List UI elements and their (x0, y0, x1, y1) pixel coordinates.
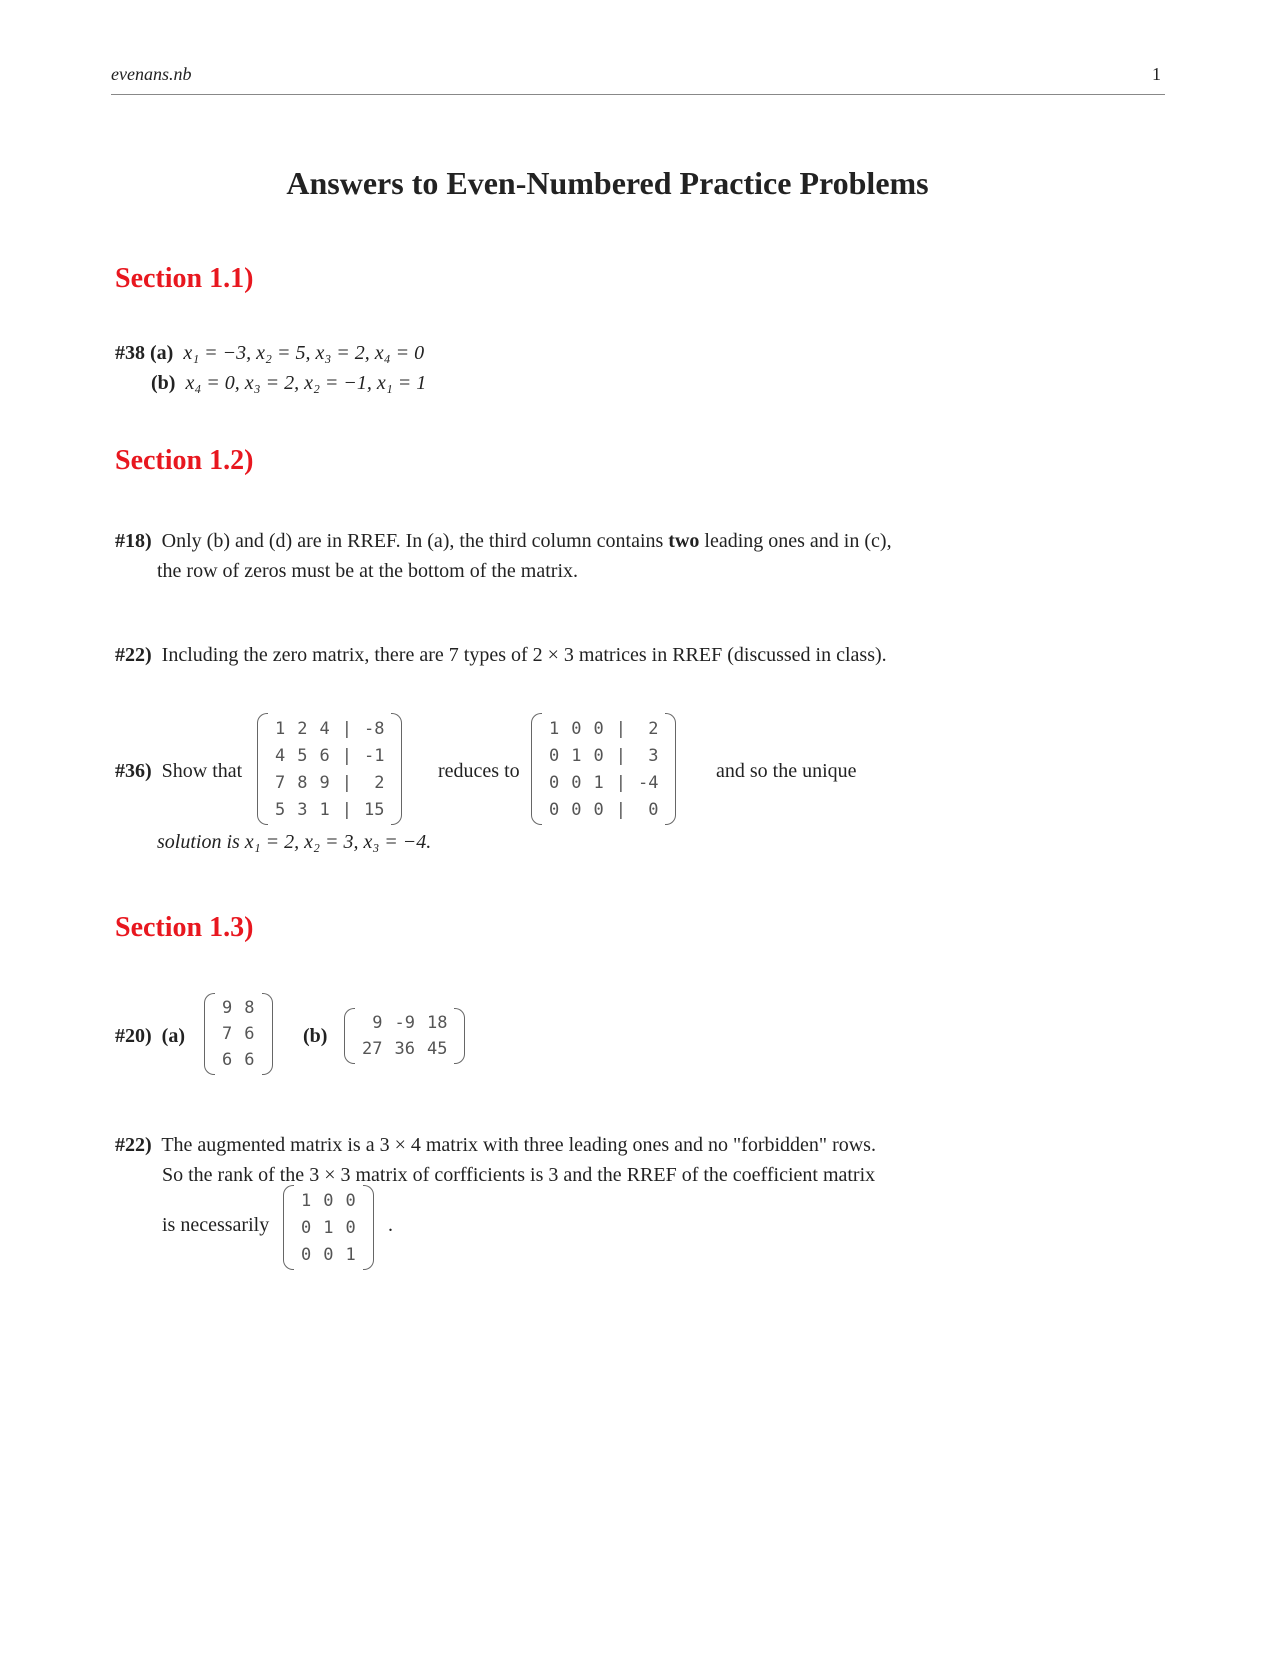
matrix-cell: 0 (571, 772, 582, 793)
problem-20-a-label: (a) (161, 1025, 185, 1047)
matrix-cell: 1 (571, 745, 582, 766)
problem-20-label: #20) (115, 1025, 152, 1047)
problem-18-emphasis: two (668, 530, 700, 552)
matrix-cell: 6 (222, 1050, 233, 1070)
matrix-cell: 0 (648, 799, 659, 820)
matrix-separator: | (341, 745, 352, 766)
problem-22-section-1-2 (115, 643, 887, 667)
problem-18-text-b: leading ones and in (c), (704, 530, 892, 552)
matrix-row (295, 1214, 362, 1241)
right-parenthesis (665, 713, 676, 825)
matrix-cell: 27 (362, 1039, 383, 1059)
problem-22a-label: #22) (115, 644, 152, 666)
matrix-cell: 0 (571, 718, 582, 739)
matrix-cell: -9 (394, 1013, 415, 1033)
matrix-cell: 6 (319, 745, 330, 766)
matrix-cell: 8 (297, 772, 308, 793)
matrix-cell: 0 (549, 745, 560, 766)
matrix-cell: 5 (297, 745, 308, 766)
matrix-cell: 15 (364, 799, 385, 820)
matrix-row (269, 742, 390, 769)
matrix-cell: 18 (426, 1013, 448, 1033)
problem-38-part-b (151, 371, 426, 395)
matrix-cell: 9 (372, 1013, 383, 1033)
problem-36-intro (115, 759, 242, 783)
matrix-cell: 8 (244, 998, 255, 1018)
problem-18-line-1 (115, 529, 892, 553)
matrix-cell: 9 (222, 998, 233, 1018)
matrix-row (269, 715, 390, 742)
file-name: evenans.nb (111, 64, 192, 84)
matrix-cell: 0 (593, 718, 604, 739)
matrix-separator: | (615, 745, 626, 766)
problem-38-b-label: (b) (151, 372, 176, 394)
left-parenthesis (344, 1008, 355, 1064)
matrix-cell: 0 (301, 1217, 312, 1238)
matrix-separator: | (341, 799, 352, 820)
matrix-cell: 1 (323, 1217, 334, 1238)
matrix-row (356, 1010, 453, 1036)
left-parenthesis (283, 1185, 294, 1270)
problem-20-b-label: (b) (303, 1025, 328, 1047)
problem-22b-line-2: So the rank of the 3 × 3 matrix of corfficients is 3 and the RREF of the coefficient matrix (162, 1164, 876, 1186)
solution-text: solution is x₁ = 2, x₂ = 3, x₃ = −4. (157, 831, 432, 853)
matrix-separator: | (341, 772, 352, 793)
matrix-cell: 0 (323, 1244, 334, 1265)
matrix-20-b (344, 1008, 465, 1064)
matrix-cell: 4 (319, 718, 330, 739)
matrix-20-a (204, 993, 273, 1075)
problem-22b-line-1 (115, 1133, 876, 1157)
matrix-separator: | (615, 772, 626, 793)
matrix-cell: 0 (549, 799, 560, 820)
problem-38-a-label: (a) (150, 342, 174, 364)
matrix-cell: -4 (638, 772, 659, 793)
matrix-separator: | (615, 799, 626, 820)
matrix-row (356, 1036, 453, 1062)
matrix-cell: 1 (301, 1190, 312, 1211)
matrix-cell: 0 (593, 745, 604, 766)
matrix-row (295, 1241, 362, 1268)
problem-22a-text: Including the zero matrix, there are 7 types of 2 × 3 matrices in RREF (discussed in class). (161, 644, 887, 666)
matrix-cell: 2 (648, 718, 659, 739)
matrix-cell: 2 (297, 718, 308, 739)
right-parenthesis (262, 993, 273, 1075)
problem-36-solution (157, 830, 431, 854)
matrix-cell: -1 (364, 745, 385, 766)
problem-38-b-answer: x₄ = 0, x₃ = 2, x₂ = −1, x₁ = 1 (185, 372, 427, 394)
matrix-row (543, 715, 664, 742)
problem-36-show-that: Show that (161, 760, 243, 782)
right-parenthesis (391, 713, 402, 825)
problem-18-label: #18) (115, 530, 152, 552)
matrix-36-rref (531, 713, 676, 825)
section-1-2-heading: Section 1.2) (115, 445, 254, 476)
matrix-36-augmented (257, 713, 402, 825)
matrix-cell: 0 (301, 1244, 312, 1265)
matrix-cell: 0 (549, 772, 560, 793)
matrix-separator: | (615, 718, 626, 739)
matrix-cell: -8 (364, 718, 385, 739)
matrix-cell: 3 (648, 745, 659, 766)
matrix-table (216, 995, 261, 1073)
matrix-cell: 6 (244, 1050, 255, 1070)
problem-22b-text-1: The augmented matrix is a 3 × 4 matrix with three leading ones and no "forbidden" rows. (161, 1134, 876, 1156)
problem-20-b (303, 1024, 327, 1048)
left-parenthesis (531, 713, 542, 825)
matrix-cell: 0 (345, 1190, 356, 1211)
matrix-cell: 7 (275, 772, 286, 793)
matrix-cell: 0 (593, 799, 604, 820)
matrix-cell: 45 (426, 1039, 448, 1059)
matrix-cell: 1 (593, 772, 604, 793)
matrix-row (295, 1187, 362, 1214)
problem-38-label: #38 (115, 342, 145, 364)
period: . (388, 1214, 393, 1236)
problem-20-a (115, 1024, 185, 1048)
right-parenthesis (363, 1185, 374, 1270)
section-1-3-heading: Section 1.3) (115, 912, 254, 943)
matrix-table (269, 715, 390, 823)
matrix-table (295, 1187, 362, 1268)
matrix-cell: 0 (571, 799, 582, 820)
reduces-to-text: reduces to (438, 760, 520, 782)
problem-38-part-a (115, 341, 424, 365)
matrix-cell: 0 (345, 1217, 356, 1238)
matrix-row (543, 769, 664, 796)
matrix-cell: 1 (319, 799, 330, 820)
matrix-cell: 7 (222, 1024, 233, 1044)
matrix-identity (283, 1185, 374, 1270)
left-parenthesis (257, 713, 268, 825)
header-rule (111, 94, 1165, 95)
matrix-cell: 1 (345, 1244, 356, 1265)
problem-18-line-2: the row of zeros must be at the bottom of the matrix. (157, 560, 579, 582)
matrix-cell: 3 (297, 799, 308, 820)
right-parenthesis (454, 1008, 465, 1064)
matrix-cell: 9 (319, 772, 330, 793)
matrix-cell: 5 (275, 799, 286, 820)
page-title: Answers to Even-Numbered Practice Problems (286, 165, 929, 201)
and-so-text: and so the unique (716, 760, 857, 782)
problem-38-a-answer: x₁ = −3, x₂ = 5, x₃ = 2, x₄ = 0 (183, 342, 425, 364)
left-parenthesis (204, 993, 215, 1075)
section-1-1-heading: Section 1.1) (115, 263, 254, 294)
matrix-cell: 1 (549, 718, 560, 739)
matrix-row (216, 1021, 261, 1047)
matrix-row (543, 796, 664, 823)
matrix-row (269, 796, 390, 823)
matrix-row (543, 742, 664, 769)
matrix-row (269, 769, 390, 796)
matrix-cell: 36 (394, 1039, 415, 1059)
problem-36-label: #36) (115, 760, 152, 782)
matrix-row (216, 1047, 261, 1073)
problem-22b-label: #22) (115, 1134, 152, 1156)
matrix-cell: 2 (374, 772, 385, 793)
matrix-separator: | (341, 718, 352, 739)
matrix-cell: 1 (275, 718, 286, 739)
matrix-cell: 0 (323, 1190, 334, 1211)
problem-18-text-a: Only (b) and (d) are in RREF. In (a), the third column contains (161, 530, 664, 552)
page-number: 1 (1152, 64, 1161, 84)
problem-22b-line-3: is necessarily (162, 1214, 270, 1236)
matrix-cell: 6 (244, 1024, 255, 1044)
matrix-table (356, 1010, 453, 1062)
matrix-cell: 4 (275, 745, 286, 766)
matrix-table (543, 715, 664, 823)
matrix-row (216, 995, 261, 1021)
